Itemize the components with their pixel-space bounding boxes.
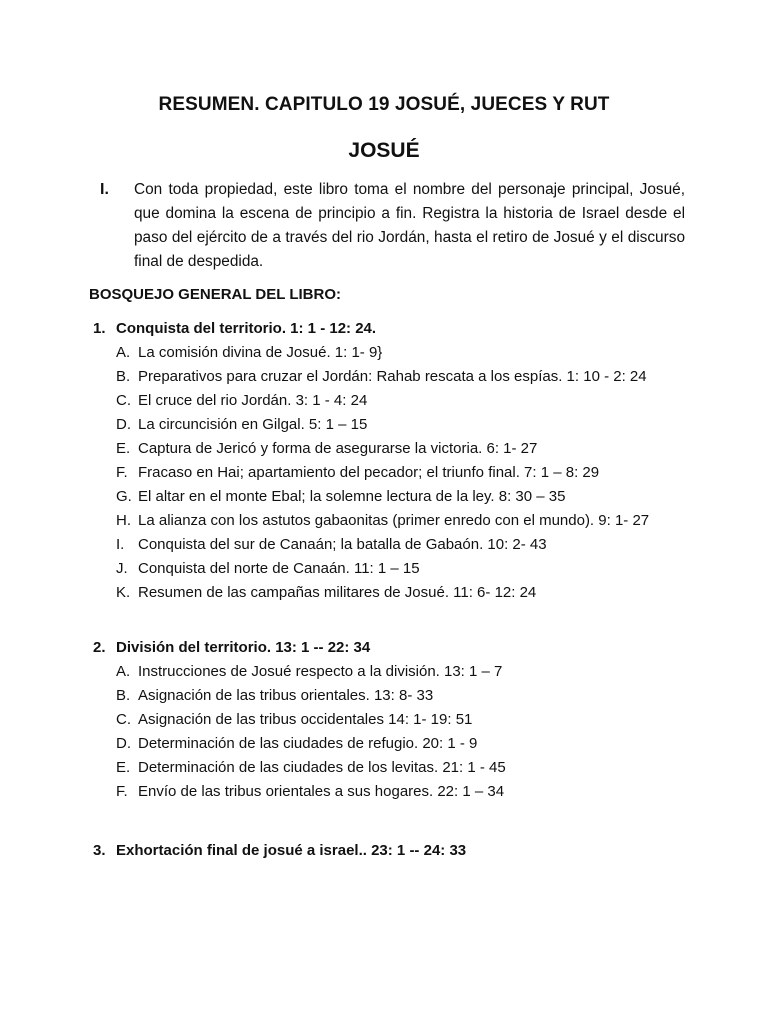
intro-text: Con toda propiedad, este libro toma el nombre del personaje principal, Josué, que domina la escena de principio a fin. Registra la historia de Israel desde el paso del ejército de a través del rio Jordán, hasta el retiro de Josué y el discurso final de despedida. — [134, 181, 685, 270]
item-letter: F. — [116, 783, 128, 800]
group-number: 2. — [93, 639, 106, 656]
item-letter: A. — [116, 663, 131, 680]
item-letter: E. — [116, 759, 131, 776]
group-number: 1. — [93, 320, 106, 337]
list-item — [93, 756, 713, 780]
item-text: Conquista del norte de Canaán. 11: 1 – 15 — [138, 560, 420, 577]
item-letter: F. — [116, 464, 128, 481]
group-heading — [93, 317, 713, 341]
outline-heading: BOSQUEJO GENERAL DEL LIBRO: — [89, 286, 341, 303]
list-item — [93, 461, 713, 485]
list-item — [93, 437, 713, 461]
item-text: Instrucciones de Josué respecto a la división. 13: 1 – 7 — [138, 663, 503, 680]
item-letter: H. — [116, 512, 131, 529]
list-item — [93, 780, 713, 804]
outline-group — [93, 839, 713, 863]
group-title: División del territorio. 13: 1 -- 22: 34 — [116, 639, 371, 656]
list-item — [93, 708, 713, 732]
outline-group — [93, 317, 713, 605]
list-item — [93, 581, 713, 605]
item-text: Asignación de las tribus occidentales 14: 1- 19: 51 — [138, 711, 473, 728]
item-text: Envío de las tribus orientales a sus hogares. 22: 1 – 34 — [138, 783, 505, 800]
group-item-list — [93, 660, 713, 804]
item-text: La circuncisión en Gilgal. 5: 1 – 15 — [138, 416, 368, 433]
item-letter: J. — [116, 560, 128, 577]
item-text: Conquista del sur de Canaán; la batalla de Gabaón. 10: 2- 43 — [138, 536, 547, 553]
list-item — [93, 533, 713, 557]
list-item — [93, 341, 713, 365]
item-text: El altar en el monte Ebal; la solemne lectura de la ley. 8: 30 – 35 — [138, 488, 566, 505]
list-item — [93, 413, 713, 437]
group-title: Conquista del territorio. 1: 1 - 12: 24. — [116, 320, 377, 337]
item-text: El cruce del rio Jordán. 3: 1 - 4: 24 — [138, 392, 368, 409]
item-text: La comisión divina de Josué. 1: 1- 9} — [138, 344, 383, 361]
list-item — [93, 485, 713, 509]
group-item-list — [93, 341, 713, 605]
item-text: Asignación de las tribus orientales. 13: 8- 33 — [138, 687, 434, 704]
outline-group — [93, 636, 713, 804]
group-number: 3. — [93, 842, 106, 859]
list-item — [93, 389, 713, 413]
page-subtitle: JOSUÉ — [348, 139, 420, 162]
item-text: Determinación de las ciudades de refugio. 20: 1 - 9 — [138, 735, 478, 752]
item-letter: C. — [116, 711, 131, 728]
item-letter: A. — [116, 344, 131, 361]
list-item — [93, 660, 713, 684]
item-text: Fracaso en Hai; apartamiento del pecador; el triunfo final. 7: 1 – 8: 29 — [138, 464, 600, 481]
item-text: Preparativos para cruzar el Jordán: Rahab rescata a los espías. 1: 10 - 2: 24 — [138, 368, 647, 385]
item-letter: E. — [116, 440, 131, 457]
page-title: RESUMEN. CAPITULO 19 JOSUÉ, JUECES Y RUT — [158, 94, 610, 115]
item-text: Captura de Jericó y forma de asegurarse la victoria. 6: 1- 27 — [138, 440, 538, 457]
list-item — [93, 509, 713, 533]
item-letter: I. — [116, 536, 125, 553]
item-letter: D. — [116, 416, 131, 433]
list-item — [93, 365, 713, 389]
list-item — [93, 557, 713, 581]
item-letter: C. — [116, 392, 131, 409]
item-letter: G. — [116, 488, 132, 505]
group-title: Exhortación final de josué a israel.. 23: 1 -- 24: 33 — [116, 842, 467, 859]
item-text: Determinación de las ciudades de los levitas. 21: 1 - 45 — [138, 759, 506, 776]
list-item — [93, 684, 713, 708]
item-letter: D. — [116, 735, 131, 752]
list-item — [93, 732, 713, 756]
group-heading — [93, 636, 713, 660]
item-letter: K. — [116, 584, 131, 601]
item-letter: B. — [116, 687, 131, 704]
item-text: La alianza con los astutos gabaonitas (primer enredo con el mundo). 9: 1- 27 — [138, 512, 650, 529]
group-heading — [93, 839, 713, 863]
item-letter: B. — [116, 368, 131, 385]
item-text: Resumen de las campañas militares de Josué. 11: 6- 12: 24 — [138, 584, 537, 601]
intro-number: I. — [100, 181, 109, 198]
